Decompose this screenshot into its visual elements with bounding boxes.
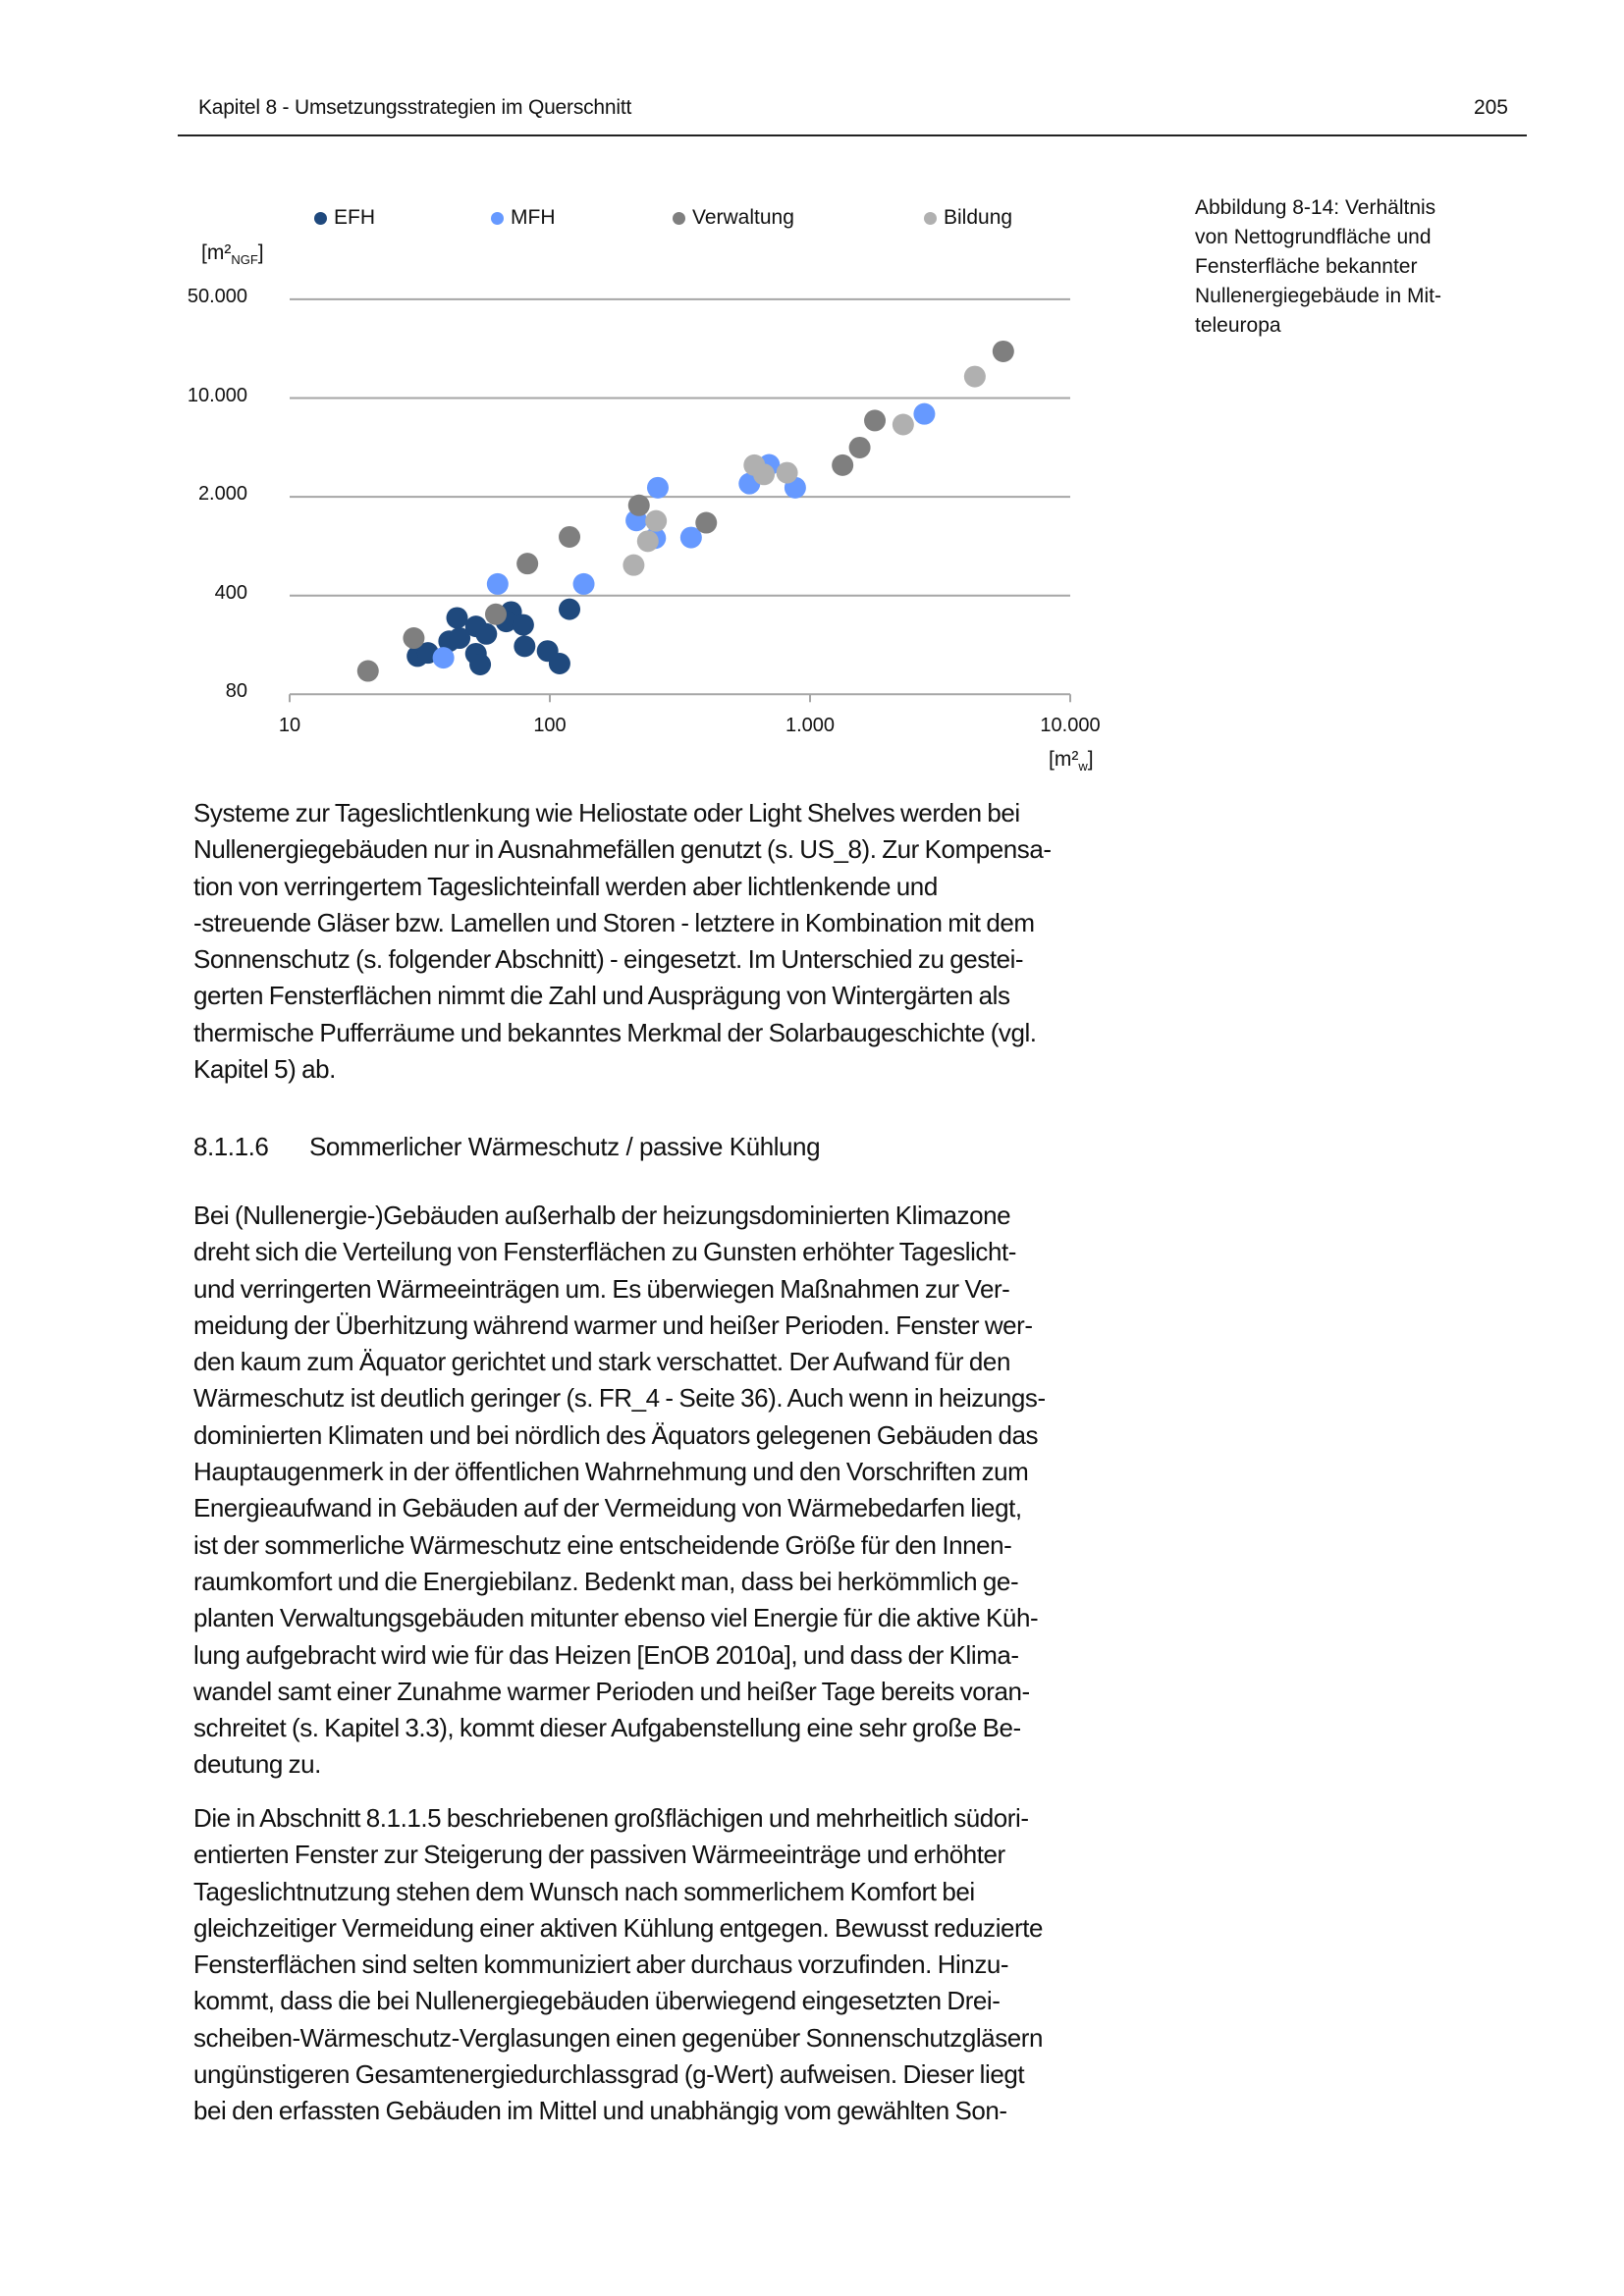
text-line: dreht sich die Verteilung von Fensterflächen zu Gunsten erhöhter Tageslicht-	[193, 1237, 1016, 1267]
data-point-verwaltung	[832, 454, 853, 476]
paragraph-3	[193, 1800, 1175, 2130]
legend-label: EFH	[334, 206, 375, 229]
legend-item-verwaltung	[673, 206, 794, 230]
legend-item-efh	[314, 206, 375, 230]
text-line: ungünstigeren Gesamtenergiedurchlassgrad (g-Wert) aufweisen. Dieser liegt	[193, 2059, 1025, 2090]
data-point-efh	[469, 654, 491, 675]
text-line: bei den erfassten Gebäuden im Mittel und unabhängig vom gewählten Son-	[193, 2096, 1007, 2126]
text-line: Tageslichtnutzung stehen dem Wunsch nach sommerlichem Komfort bei	[193, 1876, 975, 1906]
legend-marker-icon	[673, 212, 685, 225]
text-line: Die in Abschnitt 8.1.1.5 beschriebenen großflächigen und mehrheitlich südori-	[193, 1803, 1029, 1833]
text-line: ist der sommerliche Wärmeschutz eine entscheidende Größe für den Innen-	[193, 1529, 1012, 1560]
text-line: Systeme zur Tageslichtlenkung wie Heliostate oder Light Shelves werden bei	[193, 798, 1020, 828]
legend-label: Bildung	[944, 206, 1013, 229]
legend-item-mfh	[491, 206, 556, 230]
x-axis-label: $[m^2_w]$	[1049, 748, 1094, 774]
figure-caption	[1195, 193, 1519, 341]
legend-label: Verwaltung	[692, 206, 794, 229]
text-line: scheiben-Wärmeschutz-Verglasungen einen gegenüber Sonnenschutzgläsern	[193, 2022, 1043, 2053]
section-title: Sommerlicher Wärmeschutz / passive Kühlung	[309, 1132, 821, 1161]
running-header-title: Kapitel 8 - Umsetzungsstrategien im Querschnitt	[198, 96, 632, 119]
data-point-bildung	[753, 463, 775, 485]
text-line: Fensterflächen sind selten kommuniziert aber durchaus vorzufinden. Hinzu-	[193, 1949, 1009, 1980]
caption-line: Fensterfläche bekannter	[1195, 255, 1418, 278]
section-number: 8.1.1.6	[193, 1132, 269, 1161]
text-line: gerten Fensterflächen nimmt die Zahl und Ausprägung von Wintergärten als	[193, 981, 1010, 1011]
chart-plot-area	[177, 187, 1119, 775]
x-tick-label: 100	[533, 715, 567, 736]
data-point-mfh	[487, 573, 509, 595]
data-point-mfh	[647, 477, 669, 499]
scatter-chart	[177, 187, 1119, 775]
header-divider	[178, 134, 1527, 136]
x-tick-label: 1.000	[785, 715, 836, 736]
data-point-verwaltung	[849, 437, 871, 458]
data-point-bildung	[964, 366, 986, 388]
data-point-bildung	[777, 462, 798, 484]
text-line: Hauptaugenmerk in der öffentlichen Wahrnehmung und den Vorschriften zum	[193, 1457, 1029, 1487]
data-point-bildung	[893, 414, 914, 436]
paragraph-2	[193, 1198, 1175, 1784]
text-line: lung aufgebracht wird wie für das Heizen [EnOB 2010a], und dass der Klima-	[193, 1639, 1019, 1670]
text-line: planten Verwaltungsgebäuden mitunter ebenso viel Energie für die aktive Küh-	[193, 1603, 1039, 1633]
data-point-mfh	[573, 573, 595, 595]
text-line: wandel samt einer Zunahme warmer Perioden und heißer Tage bereits voran-	[193, 1676, 1030, 1706]
data-point-verwaltung	[485, 604, 507, 625]
data-point-efh	[559, 599, 580, 620]
data-point-verwaltung	[864, 409, 886, 431]
data-point-verwaltung	[516, 553, 538, 574]
text-line: Nullenergiegebäuden nur in Ausnahmefällen genutzt (s. US_8). Zur Kompensa-	[193, 834, 1052, 865]
y-axis-label: $[m^2_{NGF}]$	[201, 241, 264, 268]
data-point-efh	[475, 623, 497, 645]
text-line: Sonnenschutz (s. folgender Abschnitt) - eingesetzt. Im Unterschied zu gestei-	[193, 944, 1024, 975]
data-point-efh	[447, 607, 468, 628]
legend-marker-icon	[491, 212, 504, 225]
text-line: gleichzeitiger Vermeidung einer aktiven Kühlung entgegen. Bewusst reduzierte	[193, 1912, 1044, 1943]
text-line: entierten Fenster zur Steigerung der passiven Wärmeeinträge und erhöhter	[193, 1840, 1005, 1870]
data-point-mfh	[433, 647, 455, 668]
text-line: deutung zu.	[193, 1749, 321, 1780]
text-line: und verringerten Wärmeeinträgen um. Es überwiegen Maßnahmen zur Ver-	[193, 1273, 1010, 1304]
caption-line: von Nettogrundfläche und	[1195, 226, 1432, 248]
data-point-bildung	[637, 530, 659, 552]
y-tick-label: 400	[214, 582, 247, 604]
text-line: raumkomfort und die Energiebilanz. Bedenkt man, dass bei herkömmlich ge-	[193, 1566, 1019, 1596]
data-point-verwaltung	[559, 526, 580, 548]
page-number: 205	[1473, 96, 1508, 119]
x-tick-label: 10	[278, 715, 301, 736]
data-point-verwaltung	[628, 495, 650, 516]
text-line: tion von verringertem Tageslichteinfall werden aber lichtlenkende und	[193, 871, 938, 901]
y-tick-label: 10.000	[187, 385, 247, 406]
legend-item-bildung	[924, 206, 1012, 230]
y-tick-label: 50.000	[187, 286, 247, 307]
data-point-efh	[549, 653, 570, 674]
y-tick-label: 2.000	[197, 483, 247, 505]
y-tick-label: 80	[225, 680, 247, 702]
text-line: Energieaufwand in Gebäuden auf der Vermeidung von Wärmebedarfen liegt,	[193, 1493, 1022, 1523]
text-line: meidung der Überhitzung während warmer und heißer Perioden. Fenster wer-	[193, 1309, 1033, 1340]
caption-line: teleuropa	[1195, 314, 1281, 337]
text-line: Kapitel 5) ab.	[193, 1054, 336, 1085]
data-point-efh	[514, 635, 535, 657]
legend-marker-icon	[314, 212, 327, 225]
caption-line: Nullenergiegebäude in Mit-	[1195, 285, 1441, 307]
data-point-verwaltung	[357, 661, 379, 682]
legend-label: MFH	[511, 206, 556, 229]
paragraph-1	[193, 795, 1175, 1088]
caption-line: Abbildung 8-14: Verhältnis	[1195, 196, 1436, 219]
section-heading	[193, 1132, 820, 1162]
legend-marker-icon	[924, 212, 937, 225]
data-point-efh	[513, 614, 534, 636]
text-line: schreitet (s. Kapitel 3.3), kommt dieser Aufgabenstellung eine sehr große Be-	[193, 1713, 1021, 1743]
text-line: kommt, dass die bei Nullenergiegebäuden überwiegend eingesetzten Drei-	[193, 1986, 1001, 2016]
text-line: den kaum zum Äquator gerichtet und stark verschattet. Der Aufwand für den	[193, 1347, 1010, 1377]
data-point-verwaltung	[695, 512, 717, 534]
text-line: Wärmeschutz ist deutlich geringer (s. FR_4 - Seite 36). Auch wenn in heizungs-	[193, 1383, 1046, 1414]
text-line: Bei (Nullenergie-)Gebäuden außerhalb der heizungsdominierten Klimazone	[193, 1201, 1011, 1230]
x-tick-label: 10.000	[1040, 715, 1101, 736]
text-line: thermische Pufferräume und bekanntes Merkmal der Solarbaugeschichte (vgl.	[193, 1017, 1037, 1047]
data-point-verwaltung	[403, 627, 424, 649]
text-line: -streuende Gläser bzw. Lamellen und Storen - letztere in Kombination mit dem	[193, 907, 1035, 937]
data-point-bildung	[623, 555, 644, 576]
data-point-bildung	[645, 510, 667, 532]
data-point-mfh	[913, 403, 935, 425]
text-line: dominierten Klimaten und bei nördlich des Äquators gelegenen Gebäuden das	[193, 1419, 1039, 1450]
data-point-verwaltung	[993, 341, 1014, 362]
